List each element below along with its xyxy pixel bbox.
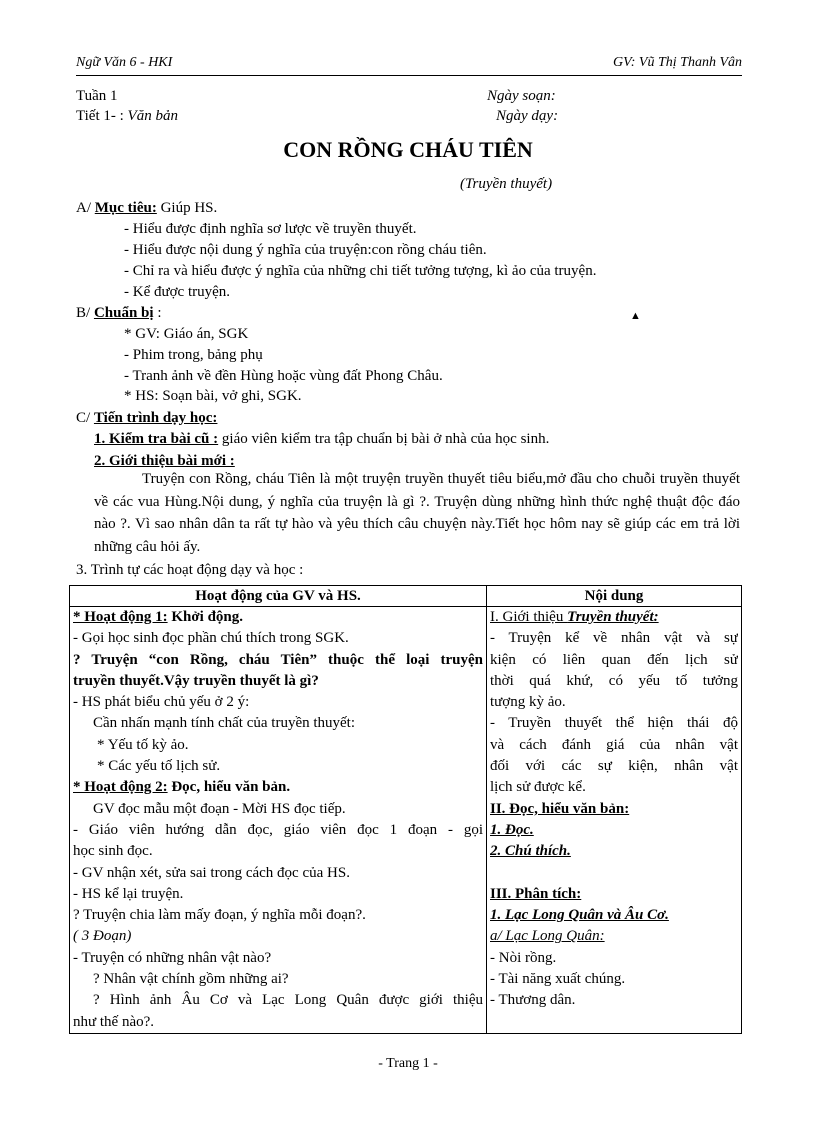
table-line: - Truyện có những nhân vật nào? xyxy=(73,949,272,966)
content-line: - Truyện kể về nhân vật và sự xyxy=(490,630,738,647)
content-line: - Tài năng xuất chúng. xyxy=(490,971,626,988)
prep-item: * HS: Soạn bài, vở ghi, SGK. xyxy=(124,388,302,404)
content-section-2: II. Đọc, hiểu văn bản: xyxy=(490,800,630,817)
step-2-heading: 2. Giới thiệu bài mới : xyxy=(94,453,235,469)
table-line: như thế nào?. xyxy=(73,1013,155,1030)
objective-item: - Kể được truyện. xyxy=(124,284,231,300)
table-line: - HS phát biểu chủ yếu ở 2 ý: xyxy=(73,694,250,711)
table-line: * Các yếu tố lịch sử. xyxy=(97,758,221,775)
content-subsection: 2. Chú thích. xyxy=(490,843,571,860)
content-subsection: 1. Lạc Long Quân và Âu Cơ. xyxy=(490,907,669,924)
content-line: kiện có liên quan đến lịch sử xyxy=(490,651,738,668)
blank-line xyxy=(490,863,738,884)
triangle-marker-icon: ▲ xyxy=(630,310,641,322)
table-line: GV đọc mẫu một đoạn - Mời HS đọc tiếp. xyxy=(93,800,346,817)
table-line: truyền thuyết.Vậy truyền thuyết là gì? xyxy=(73,672,319,689)
prep-item: - Tranh ảnh về đền Hùng hoặc vùng đất Phong Châu. xyxy=(124,368,443,384)
content-section-1: I. Giới thiệu Truyền thuyết: xyxy=(490,609,659,625)
objective-item: - Hiểu được nội dung ý nghĩa của truyện:con rồng cháu tiên. xyxy=(124,242,487,258)
content-line: lịch sử được kể. xyxy=(490,779,586,796)
activities-cell xyxy=(70,607,487,1034)
col-header-content: Nội dung xyxy=(487,586,742,607)
objective-item: - Chỉ ra và hiểu được ý nghĩa của những chi tiết tưởng tượng, kì ảo của truyện. xyxy=(124,263,597,279)
section-a-heading: A/ Mục tiêu: Giúp HS. xyxy=(76,200,218,216)
table-line: - Gọi học sinh đọc phần chú thích trong SGK. xyxy=(73,630,349,647)
activity-table xyxy=(69,585,742,1034)
table-line: - Giáo viên hướng dẫn đọc, giáo viên đọc 1 đoạn - gọi xyxy=(73,821,483,838)
table-line: * Yếu tố kỳ ảo. xyxy=(97,736,189,753)
content-line: thời quá khứ, có yếu tố tưởng xyxy=(490,672,738,689)
step-1: 1. Kiểm tra bài cũ : giáo viên kiểm tra tập chuẩn bị bài ở nhà của học sinh. xyxy=(94,431,550,447)
content-line: tượng kỳ ảo. xyxy=(490,694,566,711)
table-line: ? Truyện chia làm mấy đoạn, ý nghĩa mỗi đoạn?. xyxy=(73,907,366,924)
week-label: Tuần 1 xyxy=(76,88,118,104)
teach-date: Ngày dạy: xyxy=(496,108,559,124)
content-line: - Thương dân. xyxy=(490,992,576,1009)
table-line: Cần nhấn mạnh tính chất của truyền thuyết: xyxy=(93,715,356,732)
prep-item: - Phim trong, bảng phụ xyxy=(124,347,263,363)
content-line: và cách đánh giá của nhân vật xyxy=(490,736,738,753)
genre-label: (Truyền thuyết) xyxy=(460,176,553,192)
step-3: 3. Trình tự các hoạt động dạy và học : xyxy=(76,562,304,578)
intro-paragraph: Truyện con Rồng, cháu Tiên là một truyện truyền thuyết tiêu biểu,mở đầu cho chuỗi truyền thuyết về các vua Hùng.Nội dung, ý nghĩa của truyện là gì ?. Truyện dùng những hình thức nghệ thuật độc đáo nào ?. Vì sao nhân dân ta rất tự hào và yêu thích câu chuyện này.Tiết học hôm nay sẽ giúp các em trả lời những câu hỏi ấy. xyxy=(94,471,740,555)
section-b-heading: B/ Chuẩn bị : xyxy=(76,305,162,321)
content-subsection: a/ Lạc Long Quân: xyxy=(490,928,605,945)
content-line: - Truyền thuyết thể hiện thái độ xyxy=(490,715,738,732)
prep-date: Ngày soạn: xyxy=(487,88,556,104)
content-subsection: 1. Đọc. xyxy=(490,821,534,838)
table-line: ( 3 Đoạn) xyxy=(73,928,132,945)
activity-1-heading: * Hoạt động 1: Khởi động. xyxy=(73,609,244,625)
lesson-title: CON RỒNG CHÁU TIÊN xyxy=(283,137,533,162)
table-line: học sinh đọc. xyxy=(73,843,153,860)
table-line: ? Hình ảnh Âu Cơ và Lạc Long Quân được giới thiệu xyxy=(93,992,483,1009)
period-type: Văn bản xyxy=(127,108,178,124)
objective-item: - Hiểu được định nghĩa sơ lược về truyền thuyết. xyxy=(124,221,417,237)
page-header xyxy=(76,55,742,76)
content-cell xyxy=(487,607,742,1034)
period-label: Tiết 1- : Văn bản xyxy=(76,108,178,124)
prep-item: * GV: Giáo án, SGK xyxy=(124,326,249,342)
content-line: đối với các sự kiện, nhân vật xyxy=(490,758,738,775)
content-section-3: III. Phân tích: xyxy=(490,885,582,902)
page-footer: - Trang 1 - xyxy=(378,1056,438,1071)
section-c-heading: C/ Tiến trình dạy học: xyxy=(76,410,218,426)
header-teacher: GV: Vũ Thị Thanh Vân xyxy=(613,55,742,70)
col-header-activities: Hoạt động của GV và HS. xyxy=(70,586,487,607)
table-line: - GV nhận xét, sửa sai trong cách đọc của HS. xyxy=(73,864,350,881)
activity-2-heading: * Hoạt động 2: Đọc, hiểu văn bản. xyxy=(73,779,291,796)
content-line: - Nòi rồng. xyxy=(490,949,557,966)
table-line: ? Nhân vật chính gồm những ai? xyxy=(93,971,289,988)
table-line: - HS kể lại truyện. xyxy=(73,885,184,902)
table-line: ? Truyện “con Rồng, cháu Tiên” thuộc thể loại truyện xyxy=(73,651,483,668)
header-subject: Ngữ Văn 6 - HKI xyxy=(76,55,173,70)
